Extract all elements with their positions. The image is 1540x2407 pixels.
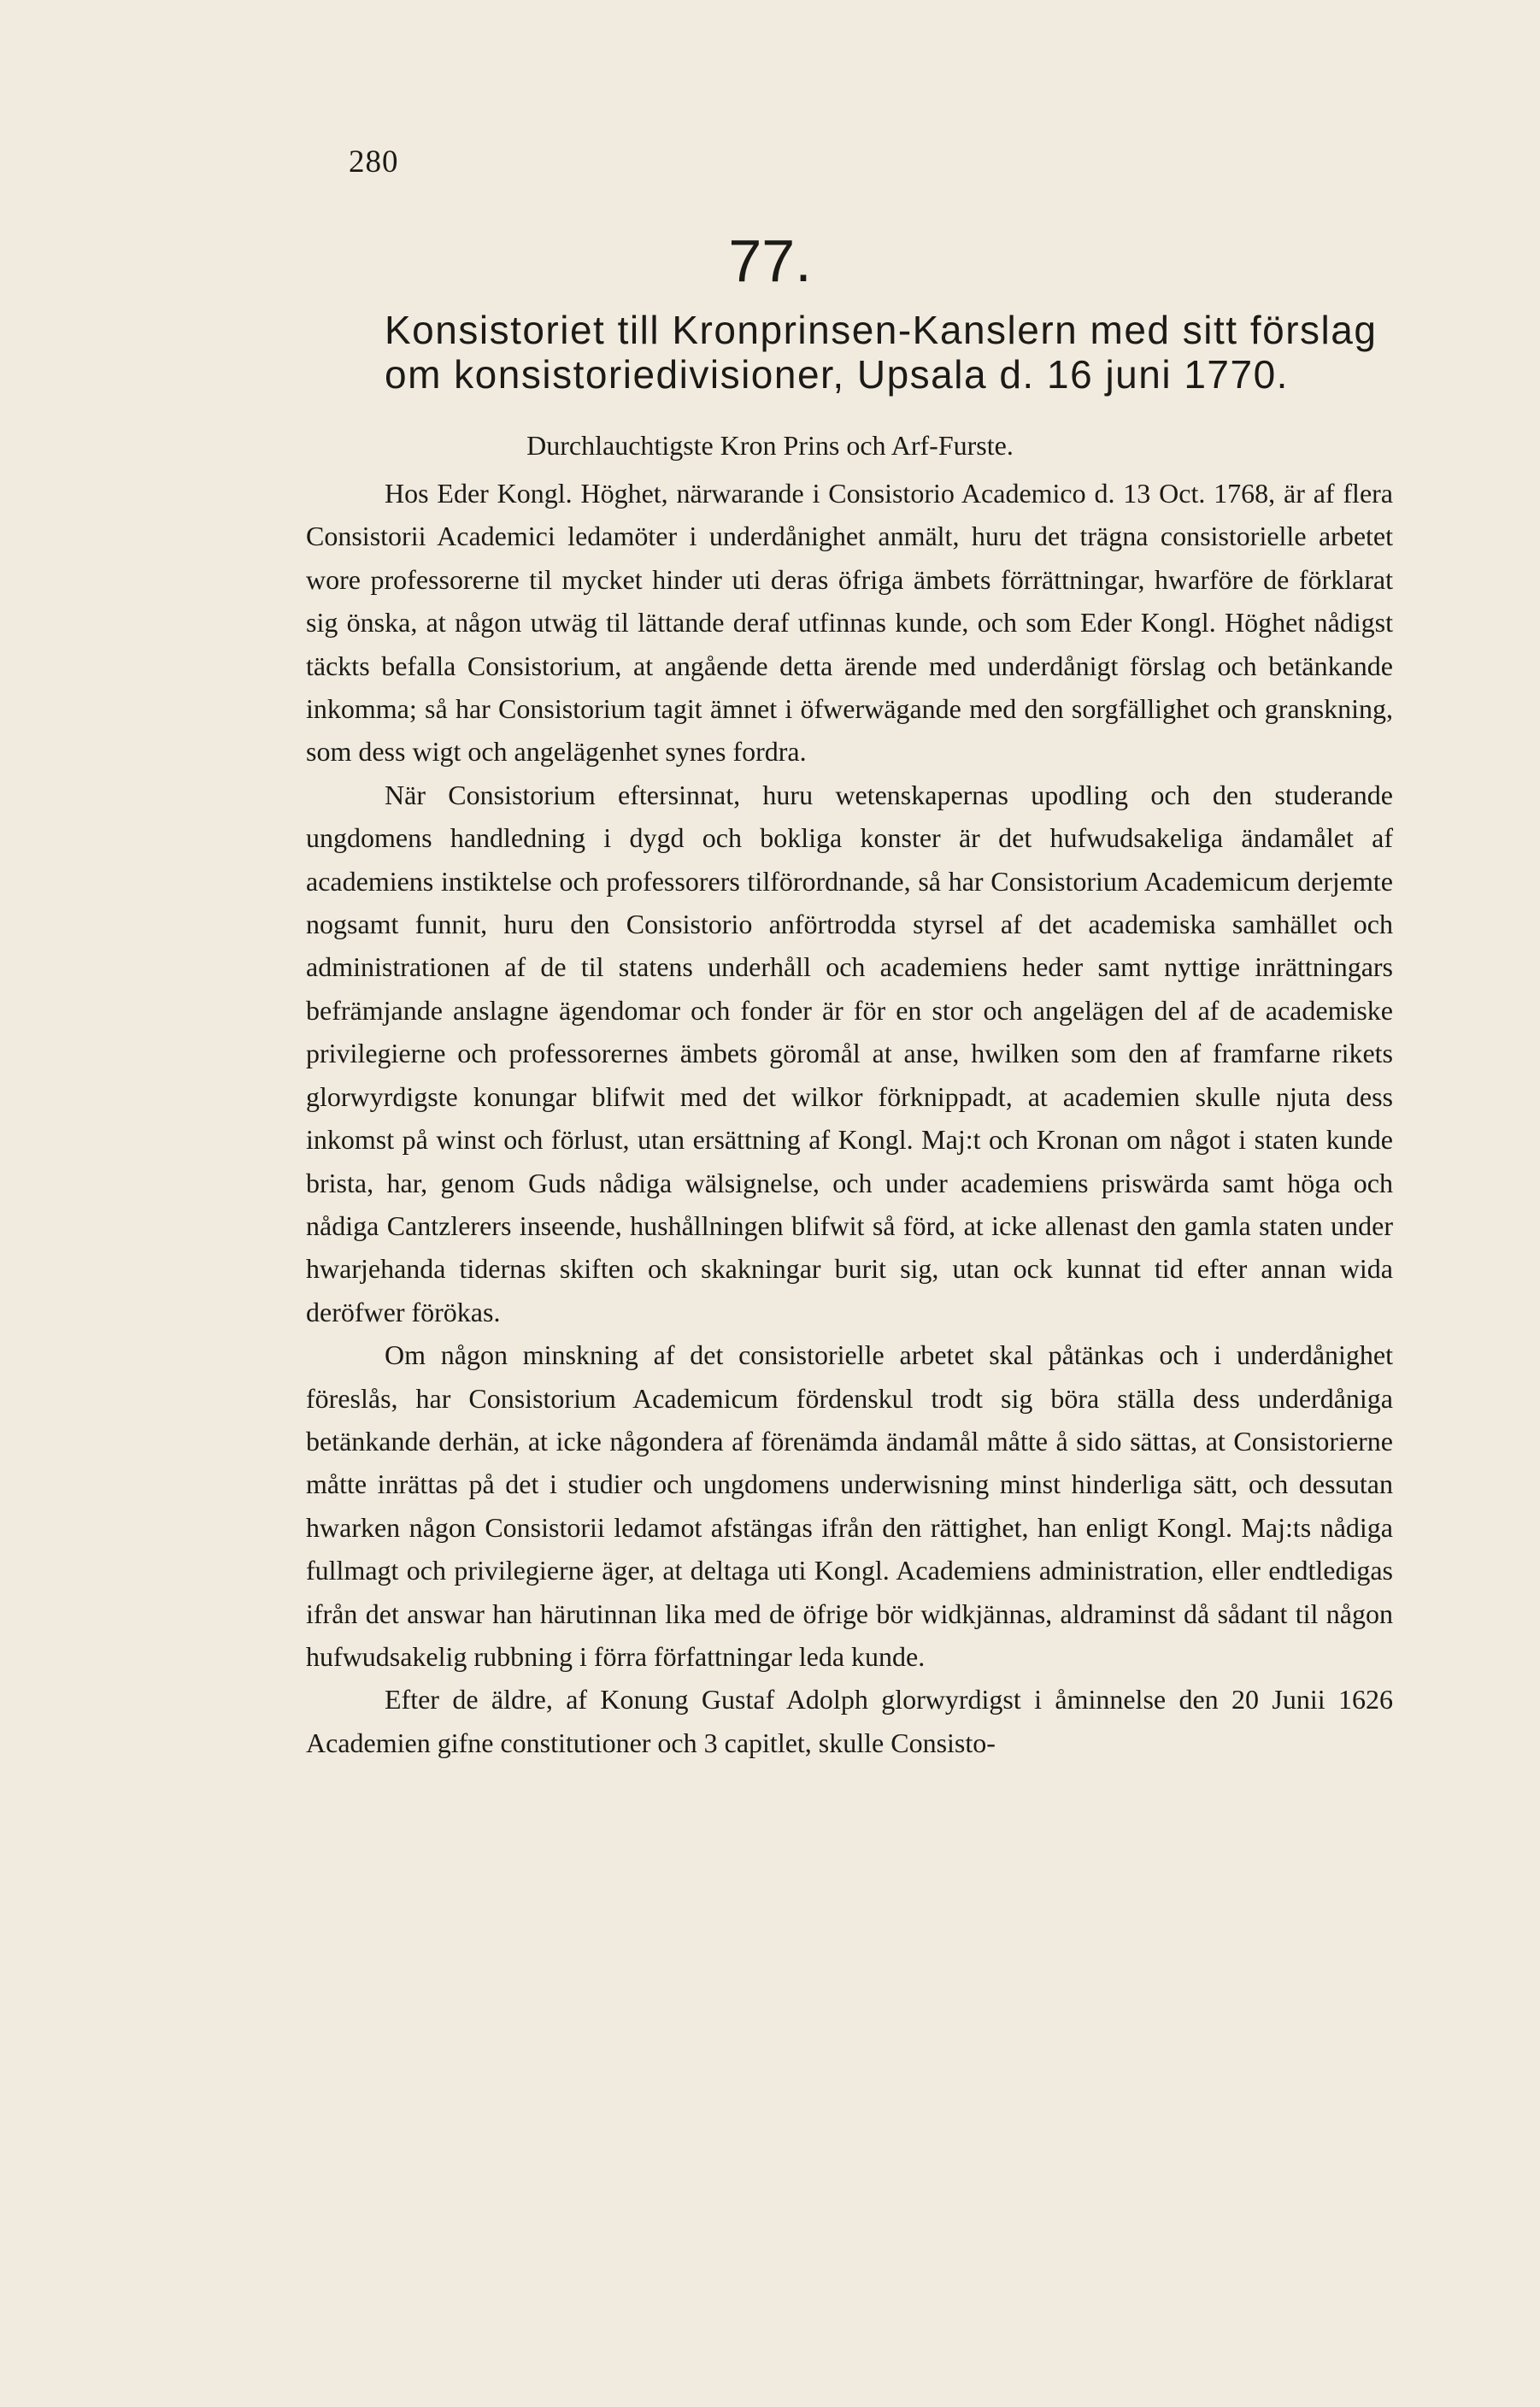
heading-line-2: om konsistoriedivisioner, Upsala d. 16 juni 1770. xyxy=(385,352,1289,397)
salutation: Durchlauchtigste Kron Prins och Arf-Furste. xyxy=(526,430,1014,461)
paragraph-4: Efter de äldre, af Konung Gustaf Adolph glorwyrdigst i åminnelse den 20 Junii 1626 Academien gifne constitutioner och 3 capitlet, skulle Consisto- xyxy=(306,1684,1393,1758)
body-text xyxy=(306,472,1393,1764)
paragraph-2: När Consistorium eftersinnat, huru wetenskapernas upodling och den studerande ungdomens handledning i dygd och bokliga konster är det hufwudsakeliga ändamålet af academiens instiktelse och professorers tilförordnande, så har Consistorium Academicum derjemte nogsamt funnit, huru den Consistorio anförtrodda styrsel af det academiska samhället och administrationen af de til statens underhåll och academiens heder samt nyttige inrättningars befrämjande anslagne ägendomar och fonder är för en stor och angelägen del af de academiske privilegierne och professorernes ämbets göromål at anse, hwilken som den af framfarne rikets glorwyrdigste konungar blifwit med det wilkor förknippadt, at academien skulle njuta dess inkomst på winst och förlust, utan ersättning af Kongl. Maj:t och Kronan om något i staten kunde brista, har, genom Guds nådiga wälsignelse, och under academiens priswärda samt höga och nådiga Cantzlerers inseende, hushållningen blifwit så förd, at icke allenast den gamla staten under hwarjehanda tidernas skiften och skakningar burit sig, utan ock kunnat tid efter annan wida deröfwer förökas. xyxy=(306,779,1393,1327)
paragraph-1: Hos Eder Kongl. Höghet, närwarande i Consistorio Academico d. 13 Oct. 1768, är af flera Consistorii Academici ledamöter i underdånighet anmält, huru det trägna consistorielle arbetet wore professorerne til mycket hinder uti deras öfriga ämbets förrättningar, hwarföre de förklarat sig önska, at någon utwäg til lättande deraf utfinnas kunde, och som Eder Kongl. Höghet nådigst täckts befalla Consistorium, at angående detta ärende med underdånigt förslag och betänkande inkomma; så har Consistorium tagit ämnet i öfwerwägande med den sorgfällighet och granskning, som dess wigt och angelägenhet synes fordra. xyxy=(306,478,1393,768)
heading-line-1: Konsistoriet till Kronprinsen-Kanslern med sitt förslag xyxy=(385,308,1378,352)
document-number: 77. xyxy=(728,227,812,294)
page-number: 280 xyxy=(349,144,399,179)
document-heading xyxy=(385,308,1393,397)
paragraph-3: Om någon minskning af det consistorielle arbetet skal påtänkas och i underdånighet föreslås, har Consistorium Academicum fördenskul trodt sig böra ställa dess underdåniga betänkande derhän, at icke någondera af förenämda ändamål måtte å sido sättas, at Consistorierne måtte inrättas på det i studier och ungdomens underwisning minst hinderliga sätt, och dessutan hwarken någon Consistorii ledamot afstängas ifrån den rättighet, han enligt Kongl. Maj:ts nådiga fullmagt och privilegierne äger, at deltaga uti Kongl. Academiens administration, eller endtledigas ifrån det answar han härutinnan lika med de öfrige bör widkjännas, aldraminst då sådant til någon hufwudsakelig rubbning i förra författningar leda kunde. xyxy=(306,1339,1393,1672)
